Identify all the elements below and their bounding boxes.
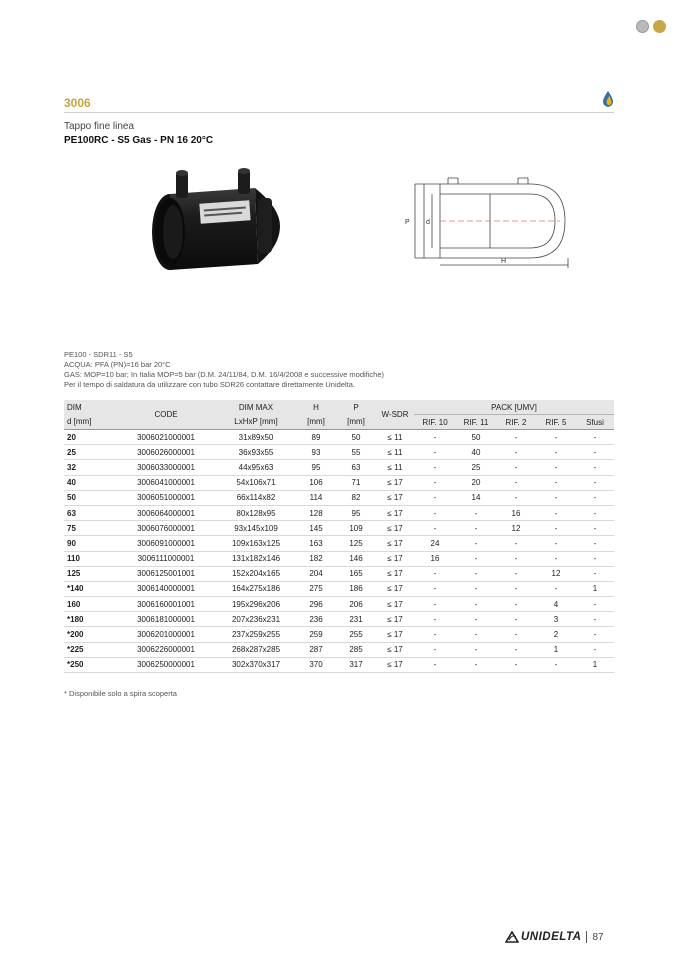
cell-rif11: - <box>456 642 496 657</box>
cell-rif2: - <box>496 445 536 460</box>
cell-rif11: 40 <box>456 445 496 460</box>
cell-p: 55 <box>336 445 376 460</box>
cell-h: 145 <box>296 521 336 536</box>
header-dimmax-unit: LxHxP [mm] <box>234 417 278 427</box>
cell-h: 95 <box>296 460 336 475</box>
grey-dot-icon <box>636 20 649 33</box>
cell-code: 3006160001001 <box>116 597 216 612</box>
cell-h: 106 <box>296 475 336 490</box>
cell-rif5: 2 <box>536 627 576 642</box>
cell-sfusi: 1 <box>576 657 614 672</box>
cell-wsdr: ≤ 17 <box>376 597 414 612</box>
cell-p: 317 <box>336 657 376 672</box>
cell-dim: *140 <box>64 581 116 596</box>
cell-rif10: - <box>414 612 456 627</box>
cell-sfusi: - <box>576 490 614 505</box>
cell-p: 95 <box>336 505 376 520</box>
cell-dimmax: 152x204x165 <box>216 566 296 581</box>
header-dim: DIM <box>67 402 82 412</box>
cell-h: 236 <box>296 612 336 627</box>
cell-wsdr: ≤ 17 <box>376 490 414 505</box>
table-row <box>64 612 614 627</box>
note-line: PE100 - SDR11 - S5 <box>64 350 133 359</box>
cell-sfusi: - <box>576 566 614 581</box>
table-row <box>64 597 614 612</box>
drawing-label-p: P <box>405 219 410 226</box>
cell-rif5: - <box>536 475 576 490</box>
cell-code: 3006091000001 <box>116 536 216 551</box>
cell-dim: 90 <box>64 536 116 551</box>
cell-p: 255 <box>336 627 376 642</box>
cell-code: 3006041000001 <box>116 475 216 490</box>
cell-rif2: - <box>496 490 536 505</box>
table-row <box>64 536 614 551</box>
cell-code: 3006051000001 <box>116 490 216 505</box>
cell-p: 50 <box>336 430 376 445</box>
cell-h: 275 <box>296 581 336 596</box>
cell-rif2: - <box>496 581 536 596</box>
cell-rif11: - <box>456 581 496 596</box>
cell-rif10: - <box>414 642 456 657</box>
spec-table-body <box>64 430 614 673</box>
header-rif5: RIF. 5 <box>545 417 567 427</box>
cell-sfusi: - <box>576 612 614 627</box>
cell-sfusi: - <box>576 642 614 657</box>
cell-dim: *200 <box>64 627 116 642</box>
table-row <box>64 475 614 490</box>
table-row <box>64 430 614 445</box>
cell-rif10: - <box>414 445 456 460</box>
footnote: * Disponibile solo a spira scoperta <box>64 689 177 698</box>
cell-rif2: 12 <box>496 521 536 536</box>
header-p-unit: [mm] <box>347 417 365 427</box>
cell-dim: 32 <box>64 460 116 475</box>
cell-sfusi: - <box>576 627 614 642</box>
cell-wsdr: ≤ 17 <box>376 581 414 596</box>
cell-rif2: - <box>496 597 536 612</box>
cell-h: 114 <box>296 490 336 505</box>
cell-rif10: 24 <box>414 536 456 551</box>
cell-rif2: - <box>496 460 536 475</box>
header-dimmax: DIM MAX <box>238 402 274 412</box>
cell-sfusi: - <box>576 521 614 536</box>
cell-sfusi: - <box>576 475 614 490</box>
cell-h: 93 <box>296 445 336 460</box>
cell-dimmax: 31x89x50 <box>216 430 296 445</box>
cell-sfusi: 1 <box>576 581 614 596</box>
drawing-label-h: H <box>501 258 507 265</box>
cell-dimmax: 195x296x206 <box>216 597 296 612</box>
cell-rif5: - <box>536 551 576 566</box>
cell-rif10: 16 <box>414 551 456 566</box>
header-p: P <box>353 402 359 412</box>
cell-h: 182 <box>296 551 336 566</box>
cell-rif11: - <box>456 627 496 642</box>
cell-dimmax: 44x95x63 <box>216 460 296 475</box>
unidelta-logo-icon <box>505 931 519 943</box>
cell-dimmax: 93x145x109 <box>216 521 296 536</box>
cell-h: 89 <box>296 430 336 445</box>
cell-sfusi: - <box>576 536 614 551</box>
cell-code: 3006076000001 <box>116 521 216 536</box>
cell-code: 3006226000001 <box>116 642 216 657</box>
table-row <box>64 445 614 460</box>
cell-rif5: 12 <box>536 566 576 581</box>
cell-h: 163 <box>296 536 336 551</box>
cell-code: 3006181000001 <box>116 612 216 627</box>
cell-wsdr: ≤ 11 <box>376 445 414 460</box>
cell-rif11: 25 <box>456 460 496 475</box>
technical-notes <box>64 350 384 390</box>
cell-dim: 40 <box>64 475 116 490</box>
cell-h: 287 <box>296 642 336 657</box>
cell-p: 109 <box>336 521 376 536</box>
cell-rif10: - <box>414 566 456 581</box>
cell-rif5: - <box>536 460 576 475</box>
cell-rif11: - <box>456 597 496 612</box>
cell-sfusi: - <box>576 460 614 475</box>
cell-rif2: - <box>496 430 536 445</box>
cell-code: 3006021000001 <box>116 430 216 445</box>
cell-code: 3006033000001 <box>116 460 216 475</box>
cell-rif5: 1 <box>536 642 576 657</box>
cell-p: 165 <box>336 566 376 581</box>
product-code: 3006 <box>64 96 91 110</box>
cell-rif5: - <box>536 581 576 596</box>
cell-rif2: - <box>496 627 536 642</box>
cell-sfusi: - <box>576 445 614 460</box>
cell-dimmax: 131x182x146 <box>216 551 296 566</box>
brand-name: UNIDELTA <box>521 931 582 943</box>
header-dim-unit: d [mm] <box>67 417 92 427</box>
page-separator <box>586 931 587 943</box>
cell-rif11: - <box>456 566 496 581</box>
cell-p: 186 <box>336 581 376 596</box>
cell-rif10: - <box>414 430 456 445</box>
cell-sfusi: - <box>576 551 614 566</box>
cell-dimmax: 66x114x82 <box>216 490 296 505</box>
table-row <box>64 581 614 596</box>
cell-rif5: - <box>536 430 576 445</box>
cell-h: 259 <box>296 627 336 642</box>
cell-dimmax: 302x370x317 <box>216 657 296 672</box>
cell-p: 231 <box>336 612 376 627</box>
cell-rif2: - <box>496 566 536 581</box>
cell-rif2: - <box>496 475 536 490</box>
table-row <box>64 521 614 536</box>
header-rif10: RIF. 10 <box>422 417 448 427</box>
cell-h: 128 <box>296 505 336 520</box>
page-number: 87 <box>592 931 604 943</box>
cell-rif10: - <box>414 490 456 505</box>
cell-wsdr: ≤ 17 <box>376 551 414 566</box>
drawing-label-d: d <box>426 219 430 226</box>
cell-rif2: - <box>496 536 536 551</box>
table-row <box>64 642 614 657</box>
cell-rif11: - <box>456 657 496 672</box>
footer <box>505 931 604 943</box>
top-dots <box>636 20 666 33</box>
header-divider <box>64 112 614 113</box>
table-row <box>64 627 614 642</box>
cell-wsdr: ≤ 17 <box>376 536 414 551</box>
cell-rif11: 50 <box>456 430 496 445</box>
cell-rif10: - <box>414 505 456 520</box>
cell-rif2: 16 <box>496 505 536 520</box>
cell-rif2: - <box>496 657 536 672</box>
cell-wsdr: ≤ 17 <box>376 627 414 642</box>
cell-p: 125 <box>336 536 376 551</box>
cell-h: 204 <box>296 566 336 581</box>
cell-dimmax: 54x106x71 <box>216 475 296 490</box>
cell-rif10: - <box>414 460 456 475</box>
cell-wsdr: ≤ 17 <box>376 521 414 536</box>
cell-rif10: - <box>414 581 456 596</box>
header-code: CODE <box>154 410 178 419</box>
cell-rif10: - <box>414 475 456 490</box>
cell-dim: 25 <box>64 445 116 460</box>
cell-code: 3006111000001 <box>116 551 216 566</box>
cell-rif5: - <box>536 445 576 460</box>
cell-p: 146 <box>336 551 376 566</box>
cell-dimmax: 164x275x186 <box>216 581 296 596</box>
table-row <box>64 490 614 505</box>
cell-dimmax: 80x128x95 <box>216 505 296 520</box>
cell-dim: *180 <box>64 612 116 627</box>
note-line: GAS: MOP=10 bar; In Italia MOP=5 bar (D.M. 24/11/84, D.M. 16/4/2008 e successive modifiche) <box>64 370 385 379</box>
header-rif2: RIF. 2 <box>505 417 527 427</box>
cell-rif11: - <box>456 536 496 551</box>
cell-code: 3006064000001 <box>116 505 216 520</box>
cell-rif10: - <box>414 521 456 536</box>
cell-code: 3006140000001 <box>116 581 216 596</box>
cell-code: 3006125001001 <box>116 566 216 581</box>
cell-h: 370 <box>296 657 336 672</box>
product-photo <box>140 168 290 278</box>
cell-dimmax: 207x236x231 <box>216 612 296 627</box>
cell-rif10: - <box>414 627 456 642</box>
cell-rif5: - <box>536 657 576 672</box>
product-name: Tappo fine linea <box>64 121 135 132</box>
header-wsdr: W-SDR <box>381 410 409 419</box>
cell-code: 3006250000001 <box>116 657 216 672</box>
cell-rif11: - <box>456 521 496 536</box>
cell-wsdr: ≤ 17 <box>376 657 414 672</box>
cell-p: 71 <box>336 475 376 490</box>
cell-wsdr: ≤ 17 <box>376 475 414 490</box>
cell-code: 3006201000001 <box>116 627 216 642</box>
product-spec: PE100RC - S5 Gas - PN 16 20°C <box>64 135 214 146</box>
cell-wsdr: ≤ 17 <box>376 505 414 520</box>
cell-sfusi: - <box>576 597 614 612</box>
cell-p: 63 <box>336 460 376 475</box>
cell-h: 296 <box>296 597 336 612</box>
cell-rif5: - <box>536 536 576 551</box>
cell-dimmax: 109x163x125 <box>216 536 296 551</box>
gold-dot-icon <box>653 20 666 33</box>
cell-sfusi: - <box>576 430 614 445</box>
cell-rif2: - <box>496 551 536 566</box>
cell-dimmax: 36x93x55 <box>216 445 296 460</box>
cell-rif10: - <box>414 597 456 612</box>
cell-wsdr: ≤ 11 <box>376 460 414 475</box>
header-h-unit: [mm] <box>307 417 325 427</box>
cell-rif11: - <box>456 612 496 627</box>
cell-dim: 160 <box>64 597 116 612</box>
table-row <box>64 657 614 672</box>
cell-wsdr: ≤ 11 <box>376 430 414 445</box>
cell-rif11: - <box>456 551 496 566</box>
header-h: H <box>313 402 319 412</box>
cell-rif5: - <box>536 521 576 536</box>
cell-rif11: - <box>456 505 496 520</box>
cell-rif2: - <box>496 642 536 657</box>
cell-rif11: 14 <box>456 490 496 505</box>
note-line: Per il tempo di saldatura da utilizzare con tubo SDR26 contattare direttamente Unidelta. <box>64 380 355 389</box>
cell-p: 82 <box>336 490 376 505</box>
technical-drawing <box>400 172 580 272</box>
cell-code: 3006026000001 <box>116 445 216 460</box>
cell-wsdr: ≤ 17 <box>376 612 414 627</box>
cell-dimmax: 268x287x285 <box>216 642 296 657</box>
spec-table <box>64 400 614 673</box>
table-row <box>64 460 614 475</box>
cell-dim: *250 <box>64 657 116 672</box>
cell-dim: 110 <box>64 551 116 566</box>
cell-dim: 20 <box>64 430 116 445</box>
cell-wsdr: ≤ 17 <box>376 642 414 657</box>
cell-rif5: 4 <box>536 597 576 612</box>
cell-dim: 75 <box>64 521 116 536</box>
note-line: ACQUA: PFA (PN)=16 bar 20°C <box>64 360 171 369</box>
cell-rif2: - <box>496 612 536 627</box>
cell-dim: *225 <box>64 642 116 657</box>
header-rif11: RIF. 11 <box>463 417 489 427</box>
cell-rif5: - <box>536 490 576 505</box>
cell-dim: 50 <box>64 490 116 505</box>
cell-rif5: 3 <box>536 612 576 627</box>
header-pack: PACK [UMV] <box>414 400 614 415</box>
cell-dim: 63 <box>64 505 116 520</box>
table-row <box>64 505 614 520</box>
gas-water-drop-icon <box>601 90 615 108</box>
cell-wsdr: ≤ 17 <box>376 566 414 581</box>
cell-rif11: 20 <box>456 475 496 490</box>
cell-dim: 125 <box>64 566 116 581</box>
header-sfusi: Sfusi <box>586 417 604 427</box>
cell-sfusi: - <box>576 505 614 520</box>
cell-p: 285 <box>336 642 376 657</box>
table-row <box>64 551 614 566</box>
cell-rif10: - <box>414 657 456 672</box>
table-row <box>64 566 614 581</box>
cell-rif5: - <box>536 505 576 520</box>
cell-p: 206 <box>336 597 376 612</box>
cell-dimmax: 237x259x255 <box>216 627 296 642</box>
